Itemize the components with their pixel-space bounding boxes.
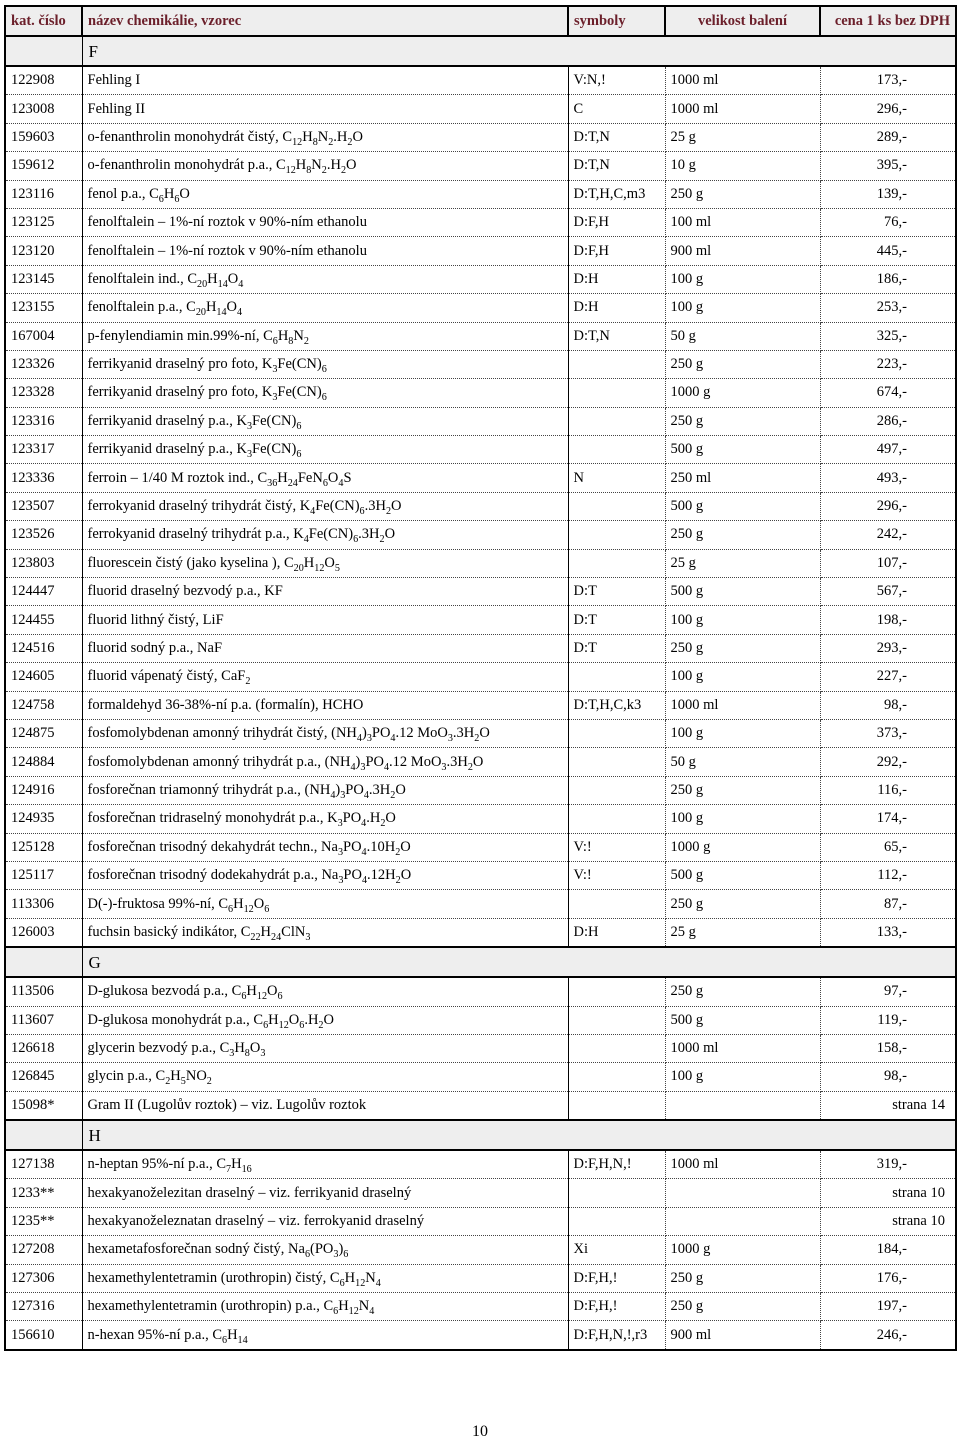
price-cell: 242,-: [820, 521, 956, 549]
symbols-cell: [568, 776, 665, 804]
pack-size-cell: 250 g: [665, 634, 820, 662]
chemical-name-cell: n-heptan 95%-ní p.a., $C_7H_{16}$: [82, 1150, 568, 1179]
chemical-name-cell: fluorid draselný bezvodý p.a., KF: [82, 578, 568, 606]
symbols-cell: D:H: [568, 918, 665, 947]
price-cell: 445,-: [820, 237, 956, 265]
pack-size-cell: 25 g: [665, 918, 820, 947]
price-cell: 174,-: [820, 805, 956, 833]
table-row: [5, 748, 956, 776]
chemical-name-cell: ferroin – 1/40 M roztok ind., $C_{36}H_{24}FeN_6O_4S$: [82, 464, 568, 492]
cat-number-cell: 124916: [5, 776, 82, 804]
cat-number-cell: 167004: [5, 322, 82, 350]
symbols-cell: V:!: [568, 833, 665, 861]
cat-number-cell: 159603: [5, 123, 82, 151]
price-cell: 198,-: [820, 606, 956, 634]
pack-size-cell: 1000 ml: [665, 1034, 820, 1062]
symbols-cell: D:T,N: [568, 322, 665, 350]
table-row: [5, 918, 956, 947]
chemical-name-cell: hexakyanoželezitan draselný – viz. ferrikyanid draselný: [82, 1179, 568, 1207]
cat-number-cell: 113306: [5, 890, 82, 918]
symbols-cell: D:F,H,N,!,r3: [568, 1321, 665, 1350]
chemical-name-cell: hexametafosforečnan sodný čistý, $Na_6(PO_3)_6$: [82, 1236, 568, 1264]
chemical-name-cell: Gram II (Lugolův roztok) – viz. Lugolův roztok: [82, 1091, 568, 1120]
chemical-name-cell: glycerin bezvodý p.a., $C_3H_8O_3$: [82, 1034, 568, 1062]
price-cell: 76,-: [820, 208, 956, 236]
pack-size-cell: 900 ml: [665, 237, 820, 265]
chemical-name-cell: fosfomolybdenan amonný trihydrát p.a., $(NH_4)_3PO_4.12$ $MoO_3.3H_2O$: [82, 748, 568, 776]
price-cell: 497,-: [820, 436, 956, 464]
table-row: [5, 1179, 956, 1207]
chemicals-table: [4, 5, 957, 1351]
pack-size-cell: 1000 g: [665, 1236, 820, 1264]
cat-number-cell: 123155: [5, 294, 82, 322]
section-letter: G: [82, 947, 956, 977]
chemical-name-cell: D(-)-fruktosa 99%-ní, $C_6H_{12}O_6$: [82, 890, 568, 918]
price-cell: 286,-: [820, 407, 956, 435]
symbols-cell: Xi: [568, 1236, 665, 1264]
symbols-cell: C: [568, 95, 665, 123]
cat-number-cell: 126003: [5, 918, 82, 947]
pack-size-cell: 100 g: [665, 606, 820, 634]
price-cell: 173,-: [820, 66, 956, 95]
cat-number-cell: 127316: [5, 1293, 82, 1321]
cat-number-cell: 123008: [5, 95, 82, 123]
symbols-cell: D:F,H,!: [568, 1264, 665, 1292]
price-cell: 674,-: [820, 379, 956, 407]
price-cell: 184,-: [820, 1236, 956, 1264]
pack-size-cell: 250 g: [665, 890, 820, 918]
price-cell: 197,-: [820, 1293, 956, 1321]
pack-size-cell: 10 g: [665, 152, 820, 180]
price-cell: 98,-: [820, 1063, 956, 1091]
chemical-name-cell: fenolftalein p.a., $C_{20}H_{14}O_4$: [82, 294, 568, 322]
symbols-cell: [568, 719, 665, 747]
price-cell: 296,-: [820, 95, 956, 123]
symbols-cell: [568, 1034, 665, 1062]
chemical-name-cell: ferrokyanid draselný trihydrát čistý, $K_4Fe(CN)_6.3H_2O$: [82, 492, 568, 520]
cat-number-cell: 124605: [5, 663, 82, 691]
table-row: [5, 1006, 956, 1034]
symbols-cell: [568, 977, 665, 1006]
symbols-cell: [568, 379, 665, 407]
chemical-name-cell: n-hexan 95%-ní p.a., $C_6H_{14}$: [82, 1321, 568, 1350]
symbols-cell: [568, 1091, 665, 1120]
chemical-name-cell: fenol p.a., $C_6H_6O$: [82, 180, 568, 208]
table-row: [5, 805, 956, 833]
chemical-name-cell: D-glukosa monohydrát p.a., $C_6H_{12}O_6.H_2O$: [82, 1006, 568, 1034]
header-pack-size: velikost balení: [665, 6, 820, 36]
pack-size-cell: 1000 ml: [665, 95, 820, 123]
cat-number-cell: 123526: [5, 521, 82, 549]
pack-size-cell: 100 ml: [665, 208, 820, 236]
table-row: [5, 350, 956, 378]
table-row: [5, 407, 956, 435]
section-letter: F: [82, 36, 956, 66]
table-row: [5, 464, 956, 492]
pack-size-cell: 1000 ml: [665, 66, 820, 95]
symbols-cell: D:H: [568, 265, 665, 293]
table-row: [5, 180, 956, 208]
table-row: [5, 691, 956, 719]
table-row: [5, 237, 956, 265]
pack-size-cell: 1000 ml: [665, 691, 820, 719]
symbols-cell: [568, 748, 665, 776]
price-cell: 186,-: [820, 265, 956, 293]
chemical-name-cell: fosforečnan trisodný dodekahydrát p.a., $Na_3PO_4.12H_2O$: [82, 861, 568, 889]
symbols-cell: D:T,H,C,k3: [568, 691, 665, 719]
price-cell: 112,-: [820, 861, 956, 889]
cat-number-cell: 123326: [5, 350, 82, 378]
chemical-name-cell: o-fenanthrolin monohydrát p.a., $C_{12}H_8N_2.H_2O$: [82, 152, 568, 180]
pack-size-cell: 500 g: [665, 1006, 820, 1034]
table-row: [5, 95, 956, 123]
pack-size-cell: 250 g: [665, 407, 820, 435]
table-row: [5, 890, 956, 918]
cat-number-cell: 159612: [5, 152, 82, 180]
price-cell: 253,-: [820, 294, 956, 322]
cat-number-cell: 123803: [5, 549, 82, 577]
page-number: 10: [472, 1423, 488, 1440]
table-row: [5, 1091, 956, 1120]
cat-number-cell: 124447: [5, 578, 82, 606]
cat-number-cell: 123116: [5, 180, 82, 208]
section-cat-cell: [5, 1120, 82, 1150]
symbols-cell: V:!: [568, 861, 665, 889]
pack-size-cell: 100 g: [665, 663, 820, 691]
price-cell: 139,-: [820, 180, 956, 208]
table-row: [5, 861, 956, 889]
pack-size-cell: 500 g: [665, 578, 820, 606]
price-cell: 116,-: [820, 776, 956, 804]
chemical-name-cell: fosfomolybdenan amonný trihydrát čistý, $(NH_4)_3PO_4.12$ $MoO_3.3H_2O$: [82, 719, 568, 747]
chemical-name-cell: o-fenanthrolin monohydrát čistý, $C_{12}H_8N_2.H_2O$: [82, 123, 568, 151]
section-letter: H: [82, 1120, 956, 1150]
chemical-name-cell: ferrikyanid draselný pro foto, $K_3Fe(CN)_6$: [82, 350, 568, 378]
symbols-cell: D:T,N: [568, 123, 665, 151]
pack-size-cell: [665, 1091, 820, 1120]
price-cell: 292,-: [820, 748, 956, 776]
table-row: [5, 66, 956, 95]
pack-size-cell: 500 g: [665, 436, 820, 464]
table-row: [5, 1264, 956, 1292]
cat-number-cell: 123328: [5, 379, 82, 407]
pack-size-cell: 250 g: [665, 977, 820, 1006]
cat-number-cell: 1233**: [5, 1179, 82, 1207]
price-cell: 293,-: [820, 634, 956, 662]
cat-number-cell: 125117: [5, 861, 82, 889]
symbols-cell: D:T,N: [568, 152, 665, 180]
price-cell: 119,-: [820, 1006, 956, 1034]
symbols-cell: [568, 521, 665, 549]
section-header-h: [5, 1120, 956, 1150]
cat-number-cell: 15098*: [5, 1091, 82, 1120]
price-cell: 319,-: [820, 1150, 956, 1179]
table-row: [5, 492, 956, 520]
table-row: [5, 578, 956, 606]
symbols-cell: [568, 805, 665, 833]
table-row: [5, 322, 956, 350]
symbols-cell: [568, 1179, 665, 1207]
header-row: [5, 6, 956, 36]
price-cell: 296,-: [820, 492, 956, 520]
price-cell: 227,-: [820, 663, 956, 691]
symbols-cell: D:T,H,C,m3: [568, 180, 665, 208]
table-row: [5, 634, 956, 662]
table-header: [5, 6, 956, 36]
price-cell: 567,-: [820, 578, 956, 606]
table-row: [5, 379, 956, 407]
symbols-cell: D:H: [568, 294, 665, 322]
pack-size-cell: 1000 g: [665, 833, 820, 861]
header-price: cena 1 ks bez DPH: [820, 6, 956, 36]
cat-number-cell: 127306: [5, 1264, 82, 1292]
table-row: [5, 663, 956, 691]
pack-size-cell: 500 g: [665, 861, 820, 889]
chemical-name-cell: p-fenylendiamin min.99%-ní, $C_6H_8N_2$: [82, 322, 568, 350]
table-row: [5, 776, 956, 804]
pack-size-cell: 250 g: [665, 1264, 820, 1292]
price-cell: 325,-: [820, 322, 956, 350]
table-row: [5, 977, 956, 1006]
pack-size-cell: 250 g: [665, 1293, 820, 1321]
symbols-cell: D:T: [568, 634, 665, 662]
section-header-f: [5, 36, 956, 66]
cat-number-cell: 113506: [5, 977, 82, 1006]
header-name: název chemikálie, vzorec: [82, 6, 568, 36]
cat-number-cell: 123120: [5, 237, 82, 265]
cat-number-cell: 124884: [5, 748, 82, 776]
table-row: [5, 152, 956, 180]
cat-number-cell: 124935: [5, 805, 82, 833]
price-cell: strana 14: [820, 1091, 956, 1120]
symbols-cell: [568, 890, 665, 918]
pack-size-cell: 100 g: [665, 294, 820, 322]
price-cell: 289,-: [820, 123, 956, 151]
chemical-name-cell: fenolftalein – 1%-ní roztok v 90%-ním ethanolu: [82, 208, 568, 236]
symbols-cell: [568, 549, 665, 577]
pack-size-cell: 250 ml: [665, 464, 820, 492]
cat-number-cell: 126618: [5, 1034, 82, 1062]
table-row: [5, 833, 956, 861]
cat-number-cell: 125128: [5, 833, 82, 861]
table-body: [5, 36, 956, 1350]
header-symbols: symboly: [568, 6, 665, 36]
symbols-cell: [568, 1063, 665, 1091]
price-cell: 176,-: [820, 1264, 956, 1292]
chemical-name-cell: ferrikyanid draselný p.a., $K_3Fe(CN)_6$: [82, 436, 568, 464]
cat-number-cell: 127138: [5, 1150, 82, 1179]
chemical-name-cell: fenolftalein ind., $C_{20}H_{14}O_4$: [82, 265, 568, 293]
table-row: [5, 1034, 956, 1062]
table-row: [5, 606, 956, 634]
symbols-cell: [568, 492, 665, 520]
cat-number-cell: 1235**: [5, 1207, 82, 1235]
section-cat-cell: [5, 947, 82, 977]
cat-number-cell: 124875: [5, 719, 82, 747]
cat-number-cell: 122908: [5, 66, 82, 95]
cat-number-cell: 123316: [5, 407, 82, 435]
cat-number-cell: 124516: [5, 634, 82, 662]
pack-size-cell: 25 g: [665, 123, 820, 151]
cat-number-cell: 123507: [5, 492, 82, 520]
section-header-g: [5, 947, 956, 977]
pack-size-cell: 1000 ml: [665, 1150, 820, 1179]
chemical-name-cell: hexamethylentetramin (urothropin) čistý, $C_6H_{12}N_4$: [82, 1264, 568, 1292]
chemical-name-cell: ferrokyanid draselný trihydrát p.a., $K_4Fe(CN)_6.3H_2O$: [82, 521, 568, 549]
pack-size-cell: 250 g: [665, 521, 820, 549]
symbols-cell: [568, 407, 665, 435]
chemical-name-cell: ferrikyanid draselný p.a., $K_3Fe(CN)_6$: [82, 407, 568, 435]
table-row: [5, 265, 956, 293]
price-cell: strana 10: [820, 1207, 956, 1235]
price-cell: 246,-: [820, 1321, 956, 1350]
chemical-name-cell: fuchsin basický indikátor, $C_{22}H_{24}ClN_3$: [82, 918, 568, 947]
pack-size-cell: 100 g: [665, 805, 820, 833]
price-cell: 98,-: [820, 691, 956, 719]
cat-number-cell: 127208: [5, 1236, 82, 1264]
section-cat-cell: [5, 36, 82, 66]
table-row: [5, 549, 956, 577]
chemical-name-cell: hexakyanoželeznatan draselný – viz. ferrokyanid draselný: [82, 1207, 568, 1235]
table-row: [5, 294, 956, 322]
price-cell: 87,-: [820, 890, 956, 918]
symbols-cell: [568, 1207, 665, 1235]
table-row: [5, 208, 956, 236]
chemical-name-cell: fosforečnan tridraselný monohydrát p.a., $K_3PO_4.H_2O$: [82, 805, 568, 833]
pack-size-cell: 900 ml: [665, 1321, 820, 1350]
header-cat-no: kat. číslo: [5, 6, 82, 36]
pack-size-cell: [665, 1207, 820, 1235]
table-row: [5, 1207, 956, 1235]
chemical-name-cell: fluorid sodný p.a., NaF: [82, 634, 568, 662]
price-cell: 223,-: [820, 350, 956, 378]
symbols-cell: [568, 1006, 665, 1034]
cat-number-cell: 156610: [5, 1321, 82, 1350]
pack-size-cell: 100 g: [665, 265, 820, 293]
symbols-cell: [568, 663, 665, 691]
pack-size-cell: 100 g: [665, 1063, 820, 1091]
chemical-name-cell: glycin p.a., $C_2H_5NO_2$: [82, 1063, 568, 1091]
chemical-name-cell: fosforečnan triamonný trihydrát p.a., $(NH_4)_3PO_4.3H_2O$: [82, 776, 568, 804]
pack-size-cell: 25 g: [665, 549, 820, 577]
price-cell: 107,-: [820, 549, 956, 577]
cat-number-cell: 113607: [5, 1006, 82, 1034]
price-cell: strana 10: [820, 1179, 956, 1207]
chemical-name-cell: hexamethylentetramin (urothropin) p.a., $C_6H_{12}N_4$: [82, 1293, 568, 1321]
table-row: [5, 1293, 956, 1321]
chemical-name-cell: fluorid lithný čistý, LiF: [82, 606, 568, 634]
table-row: [5, 719, 956, 747]
price-cell: 493,-: [820, 464, 956, 492]
pack-size-cell: [665, 1179, 820, 1207]
cat-number-cell: 123336: [5, 464, 82, 492]
price-list-sheet: [4, 5, 955, 1351]
symbols-cell: D:T: [568, 606, 665, 634]
chemical-name-cell: Fehling I: [82, 66, 568, 95]
pack-size-cell: 250 g: [665, 776, 820, 804]
table-row: [5, 123, 956, 151]
chemical-name-cell: formaldehyd 36-38%-ní p.a. (formalín), HCHO: [82, 691, 568, 719]
chemical-name-cell: ferrikyanid draselný pro foto, $K_3Fe(CN)_6$: [82, 379, 568, 407]
table-row: [5, 1236, 956, 1264]
pack-size-cell: 50 g: [665, 748, 820, 776]
cat-number-cell: 123145: [5, 265, 82, 293]
chemical-name-cell: fluorescein čistý (jako kyselina ), $C_{20}H_{12}O_5$: [82, 549, 568, 577]
symbols-cell: D:T: [568, 578, 665, 606]
price-cell: 395,-: [820, 152, 956, 180]
pack-size-cell: 100 g: [665, 719, 820, 747]
chemical-name-cell: D-glukosa bezvodá p.a., $C_6H_{12}O_6$: [82, 977, 568, 1006]
table-row: [5, 521, 956, 549]
pack-size-cell: 250 g: [665, 180, 820, 208]
symbols-cell: D:F,H,!: [568, 1293, 665, 1321]
chemical-name-cell: fenolftalein – 1%-ní roztok v 90%-ním ethanolu: [82, 237, 568, 265]
symbols-cell: D:F,H,N,!: [568, 1150, 665, 1179]
chemical-name-cell: fluorid vápenatý čistý, CaF$_2$: [82, 663, 568, 691]
chemical-name-cell: fosforečnan trisodný dekahydrát techn., $Na_3PO_4.10H_2O$: [82, 833, 568, 861]
symbols-cell: N: [568, 464, 665, 492]
price-cell: 133,-: [820, 918, 956, 947]
table-row: [5, 1150, 956, 1179]
cat-number-cell: 124455: [5, 606, 82, 634]
table-row: [5, 1321, 956, 1350]
price-cell: 158,-: [820, 1034, 956, 1062]
price-cell: 373,-: [820, 719, 956, 747]
symbols-cell: D:F,H: [568, 208, 665, 236]
pack-size-cell: 250 g: [665, 350, 820, 378]
pack-size-cell: 500 g: [665, 492, 820, 520]
cat-number-cell: 123317: [5, 436, 82, 464]
symbols-cell: [568, 350, 665, 378]
pack-size-cell: 50 g: [665, 322, 820, 350]
chemical-name-cell: Fehling II: [82, 95, 568, 123]
price-cell: 97,-: [820, 977, 956, 1006]
table-row: [5, 1063, 956, 1091]
symbols-cell: V:N,!: [568, 66, 665, 95]
cat-number-cell: 124758: [5, 691, 82, 719]
cat-number-cell: 123125: [5, 208, 82, 236]
price-cell: 65,-: [820, 833, 956, 861]
table-row: [5, 436, 956, 464]
cat-number-cell: 126845: [5, 1063, 82, 1091]
pack-size-cell: 1000 g: [665, 379, 820, 407]
symbols-cell: D:F,H: [568, 237, 665, 265]
symbols-cell: [568, 436, 665, 464]
